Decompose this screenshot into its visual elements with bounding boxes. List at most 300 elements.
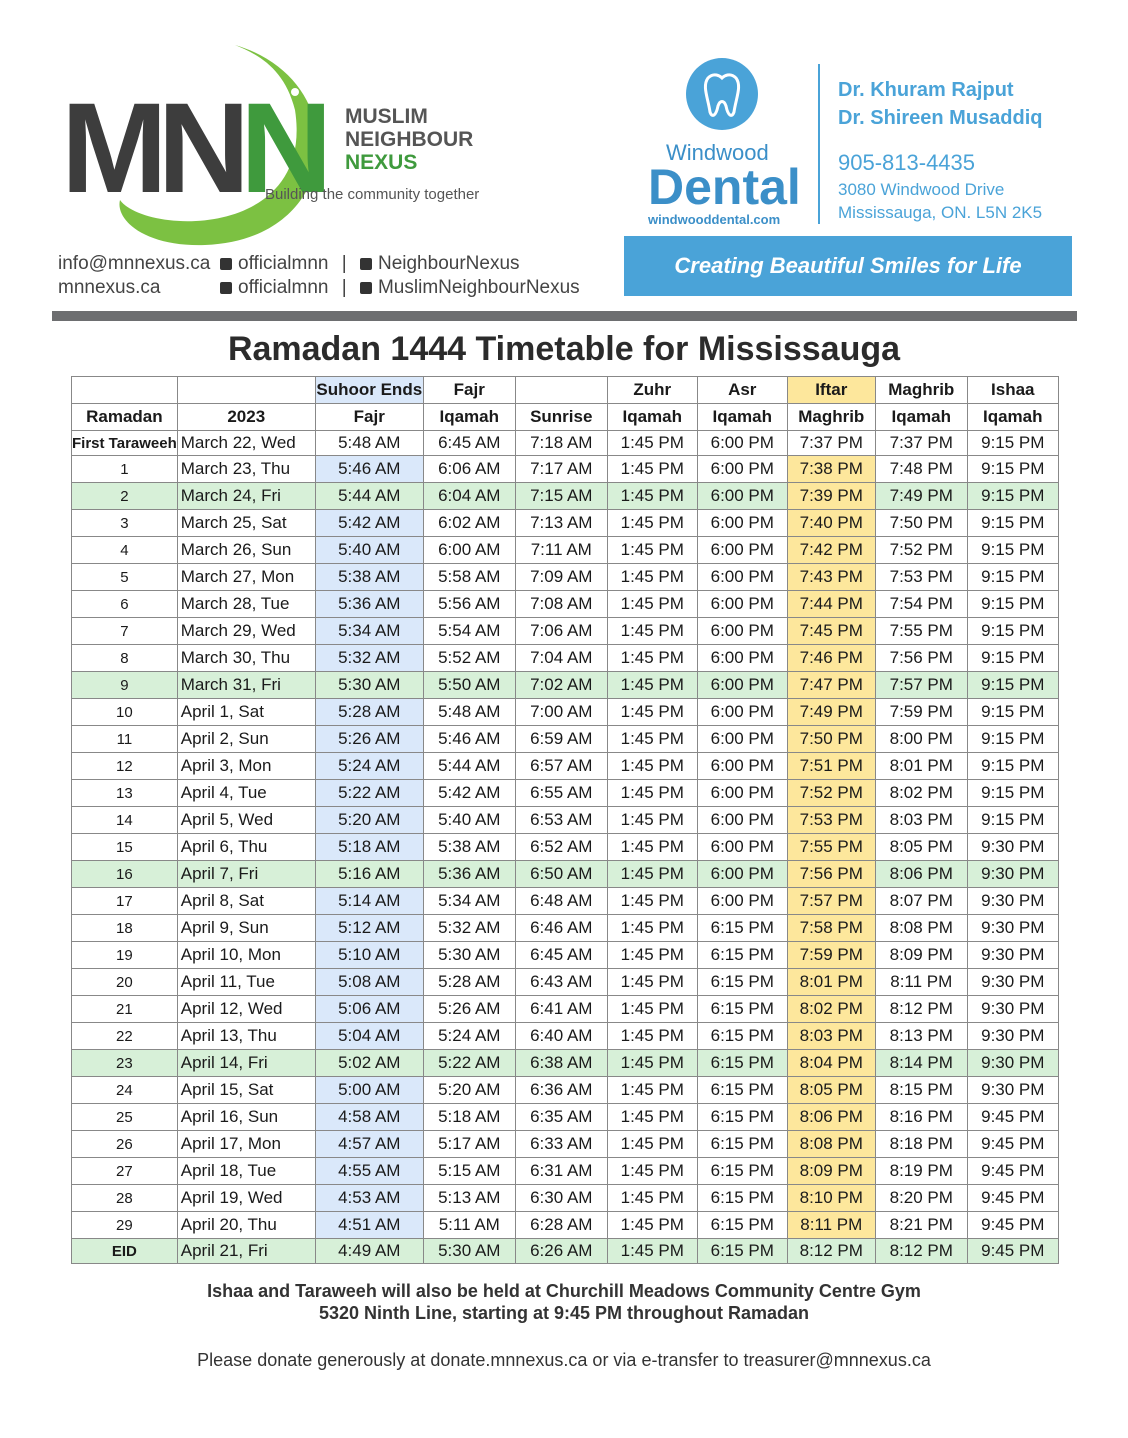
- cell-ramadan-day: 15: [72, 834, 178, 861]
- cell-zuhr-iqamah: 1:45 PM: [607, 1185, 697, 1212]
- table-row: [72, 1239, 1059, 1264]
- cell-maghrib-iqamah: 7:57 PM: [875, 672, 967, 699]
- column-group-header: Asr: [697, 377, 787, 404]
- cell-suhoor-ends: 5:44 AM: [315, 483, 423, 510]
- cell-iftar-maghrib: 7:37 PM: [787, 431, 875, 456]
- cell-asr-iqamah: 6:00 PM: [697, 672, 787, 699]
- column-group-header: Suhoor Ends: [315, 377, 423, 404]
- sponsor-doctors: Dr. Khuram Rajput Dr. Shireen Musaddiq: [838, 79, 1043, 129]
- cell-date: April 9, Sun: [177, 915, 315, 942]
- cell-ishaa-iqamah: 9:30 PM: [967, 1077, 1058, 1104]
- cell-maghrib-iqamah: 8:15 PM: [875, 1077, 967, 1104]
- cell-date: April 3, Mon: [177, 753, 315, 780]
- cell-asr-iqamah: 6:00 PM: [697, 591, 787, 618]
- cell-sunrise: 7:02 AM: [515, 672, 607, 699]
- cell-maghrib-iqamah: 8:21 PM: [875, 1212, 967, 1239]
- youtube-handle[interactable]: MuslimNeighbourNexus: [377, 277, 580, 298]
- taraweeh-note: Ishaa and Taraweeh will also be held at Churchill Meadows Community Centre Gym 5320 Ninth Line, starting at 9:45 PM throughout Ramadan: [207, 1281, 921, 1323]
- cell-ishaa-iqamah: 9:30 PM: [967, 1050, 1058, 1077]
- cell-asr-iqamah: 6:00 PM: [697, 483, 787, 510]
- sponsor-brand-top: Windwood: [666, 140, 769, 165]
- cell-asr-iqamah: 6:15 PM: [697, 1077, 787, 1104]
- cell-date: March 23, Thu: [177, 456, 315, 483]
- cell-asr-iqamah: 6:15 PM: [697, 1158, 787, 1185]
- cell-date: April 12, Wed: [177, 996, 315, 1023]
- facebook-handle[interactable]: officialmnn: [238, 253, 329, 274]
- cell-suhoor-ends: 4:58 AM: [315, 1104, 423, 1131]
- cell-asr-iqamah: 6:15 PM: [697, 1050, 787, 1077]
- cell-asr-iqamah: 6:00 PM: [697, 861, 787, 888]
- cell-date: March 31, Fri: [177, 672, 315, 699]
- cell-iftar-maghrib: 7:38 PM: [787, 456, 875, 483]
- cell-iftar-maghrib: 7:50 PM: [787, 726, 875, 753]
- cell-ramadan-day: 9: [72, 672, 178, 699]
- cell-maghrib-iqamah: 8:02 PM: [875, 780, 967, 807]
- cell-ishaa-iqamah: 9:15 PM: [967, 753, 1058, 780]
- cell-date: March 30, Thu: [177, 645, 315, 672]
- cell-sunrise: 7:13 AM: [515, 510, 607, 537]
- header-divider: [52, 311, 1077, 321]
- cell-ramadan-day: 22: [72, 1023, 178, 1050]
- cell-asr-iqamah: 6:15 PM: [697, 1185, 787, 1212]
- cell-maghrib-iqamah: 8:06 PM: [875, 861, 967, 888]
- cell-ramadan-day: 27: [72, 1158, 178, 1185]
- cell-maghrib-iqamah: 7:55 PM: [875, 618, 967, 645]
- cell-asr-iqamah: 6:00 PM: [697, 753, 787, 780]
- instagram-icon: [220, 282, 232, 294]
- mnn-logo: [55, 40, 485, 255]
- org-tagline: Building the community together: [265, 186, 480, 203]
- cell-sunrise: 7:04 AM: [515, 645, 607, 672]
- cell-sunrise: 6:30 AM: [515, 1185, 607, 1212]
- cell-maghrib-iqamah: 7:52 PM: [875, 537, 967, 564]
- cell-zuhr-iqamah: 1:45 PM: [607, 834, 697, 861]
- cell-ramadan-day: 3: [72, 510, 178, 537]
- cell-ishaa-iqamah: 9:15 PM: [967, 699, 1058, 726]
- cell-zuhr-iqamah: 1:45 PM: [607, 1212, 697, 1239]
- cell-asr-iqamah: 6:15 PM: [697, 1239, 787, 1264]
- cell-fajr-iqamah: 6:02 AM: [423, 510, 515, 537]
- cell-iftar-maghrib: 8:05 PM: [787, 1077, 875, 1104]
- cell-ramadan-day: 24: [72, 1077, 178, 1104]
- twitter-handle[interactable]: NeighbourNexus: [377, 253, 520, 274]
- cell-date: April 14, Fri: [177, 1050, 315, 1077]
- cell-sunrise: 6:31 AM: [515, 1158, 607, 1185]
- cell-zuhr-iqamah: 1:45 PM: [607, 699, 697, 726]
- cell-iftar-maghrib: 7:45 PM: [787, 618, 875, 645]
- cell-ishaa-iqamah: 9:15 PM: [967, 483, 1058, 510]
- cell-fajr-iqamah: 5:46 AM: [423, 726, 515, 753]
- cell-fajr-iqamah: 5:38 AM: [423, 834, 515, 861]
- table-row: [72, 1212, 1059, 1239]
- cell-fajr-iqamah: 5:30 AM: [423, 1239, 515, 1264]
- cell-fajr-iqamah: 5:24 AM: [423, 1023, 515, 1050]
- contact-website[interactable]: mnnexus.ca: [58, 277, 161, 298]
- cell-ramadan-day: First Taraweeh: [72, 431, 178, 456]
- cell-suhoor-ends: 5:42 AM: [315, 510, 423, 537]
- cell-zuhr-iqamah: 1:45 PM: [607, 672, 697, 699]
- cell-date: April 11, Tue: [177, 969, 315, 996]
- column-header-suhoor-ends: Fajr: [315, 404, 423, 431]
- table-header-row-1: [72, 377, 1059, 404]
- cell-ramadan-day: 18: [72, 915, 178, 942]
- cell-fajr-iqamah: 5:11 AM: [423, 1212, 515, 1239]
- cell-date: April 8, Sat: [177, 888, 315, 915]
- cell-zuhr-iqamah: 1:45 PM: [607, 618, 697, 645]
- cell-iftar-maghrib: 7:52 PM: [787, 780, 875, 807]
- cell-ishaa-iqamah: 9:15 PM: [967, 807, 1058, 834]
- page-header: [0, 0, 1128, 330]
- mnn-logo-letters: MNN: [61, 77, 323, 220]
- column-header-fajr-iqamah: Iqamah: [423, 404, 515, 431]
- table-row: [72, 726, 1059, 753]
- cell-asr-iqamah: 6:00 PM: [697, 699, 787, 726]
- cell-sunrise: 7:09 AM: [515, 564, 607, 591]
- contact-email[interactable]: info@mnnexus.ca: [58, 253, 211, 274]
- cell-zuhr-iqamah: 1:45 PM: [607, 1158, 697, 1185]
- cell-ishaa-iqamah: 9:15 PM: [967, 645, 1058, 672]
- cell-sunrise: 6:33 AM: [515, 1131, 607, 1158]
- cell-suhoor-ends: 5:48 AM: [315, 431, 423, 456]
- cell-ramadan-day: 19: [72, 942, 178, 969]
- cell-asr-iqamah: 6:00 PM: [697, 888, 787, 915]
- cell-sunrise: 6:45 AM: [515, 942, 607, 969]
- cell-sunrise: 6:52 AM: [515, 834, 607, 861]
- cell-asr-iqamah: 6:00 PM: [697, 431, 787, 456]
- cell-asr-iqamah: 6:00 PM: [697, 780, 787, 807]
- table-row: [72, 1050, 1059, 1077]
- cell-iftar-maghrib: 8:06 PM: [787, 1104, 875, 1131]
- cell-asr-iqamah: 6:15 PM: [697, 942, 787, 969]
- column-group-header: [177, 377, 315, 404]
- cell-maghrib-iqamah: 8:18 PM: [875, 1131, 967, 1158]
- cell-iftar-maghrib: 8:11 PM: [787, 1212, 875, 1239]
- cell-suhoor-ends: 5:18 AM: [315, 834, 423, 861]
- cell-zuhr-iqamah: 1:45 PM: [607, 726, 697, 753]
- table-row: [72, 1023, 1059, 1050]
- cell-fajr-iqamah: 5:42 AM: [423, 780, 515, 807]
- cell-suhoor-ends: 5:34 AM: [315, 618, 423, 645]
- cell-suhoor-ends: 5:02 AM: [315, 1050, 423, 1077]
- cell-ishaa-iqamah: 9:15 PM: [967, 780, 1058, 807]
- cell-maghrib-iqamah: 8:03 PM: [875, 807, 967, 834]
- cell-iftar-maghrib: 7:51 PM: [787, 753, 875, 780]
- table-row: [72, 645, 1059, 672]
- cell-date: April 10, Mon: [177, 942, 315, 969]
- table-row: [72, 969, 1059, 996]
- cell-maghrib-iqamah: 8:19 PM: [875, 1158, 967, 1185]
- cell-ishaa-iqamah: 9:15 PM: [967, 510, 1058, 537]
- cell-suhoor-ends: 5:24 AM: [315, 753, 423, 780]
- twitter-icon: [360, 258, 372, 270]
- cell-iftar-maghrib: 7:42 PM: [787, 537, 875, 564]
- sponsor-ad: [624, 50, 1072, 298]
- table-body: [72, 431, 1059, 1264]
- table-row: [72, 456, 1059, 483]
- cell-date: April 2, Sun: [177, 726, 315, 753]
- cell-fajr-iqamah: 6:04 AM: [423, 483, 515, 510]
- cell-zuhr-iqamah: 1:45 PM: [607, 1239, 697, 1264]
- table-row: [72, 699, 1059, 726]
- table-row: [72, 1158, 1059, 1185]
- cell-iftar-maghrib: 8:04 PM: [787, 1050, 875, 1077]
- cell-suhoor-ends: 5:30 AM: [315, 672, 423, 699]
- cell-asr-iqamah: 6:00 PM: [697, 807, 787, 834]
- instagram-handle[interactable]: officialmnn: [238, 277, 329, 298]
- cell-sunrise: 6:48 AM: [515, 888, 607, 915]
- cell-ishaa-iqamah: 9:15 PM: [967, 456, 1058, 483]
- table-row: [72, 537, 1059, 564]
- cell-sunrise: 6:53 AM: [515, 807, 607, 834]
- cell-iftar-maghrib: 8:09 PM: [787, 1158, 875, 1185]
- cell-iftar-maghrib: 7:59 PM: [787, 942, 875, 969]
- cell-suhoor-ends: 5:12 AM: [315, 915, 423, 942]
- cell-fajr-iqamah: 5:22 AM: [423, 1050, 515, 1077]
- cell-maghrib-iqamah: 8:11 PM: [875, 969, 967, 996]
- cell-asr-iqamah: 6:15 PM: [697, 1131, 787, 1158]
- cell-zuhr-iqamah: 1:45 PM: [607, 431, 697, 456]
- cell-sunrise: 6:57 AM: [515, 753, 607, 780]
- cell-iftar-maghrib: 8:01 PM: [787, 969, 875, 996]
- sponsor-website[interactable]: windwooddental.com: [648, 212, 781, 227]
- cell-asr-iqamah: 6:00 PM: [697, 510, 787, 537]
- cell-ramadan-day: 6: [72, 591, 178, 618]
- cell-date: April 7, Fri: [177, 861, 315, 888]
- cell-maghrib-iqamah: 8:05 PM: [875, 834, 967, 861]
- cell-sunrise: 7:00 AM: [515, 699, 607, 726]
- cell-fajr-iqamah: 6:00 AM: [423, 537, 515, 564]
- cell-ramadan-day: 12: [72, 753, 178, 780]
- cell-asr-iqamah: 6:15 PM: [697, 1023, 787, 1050]
- cell-ishaa-iqamah: 9:15 PM: [967, 618, 1058, 645]
- cell-fajr-iqamah: 5:18 AM: [423, 1104, 515, 1131]
- cell-sunrise: 7:17 AM: [515, 456, 607, 483]
- cell-fajr-iqamah: 5:52 AM: [423, 645, 515, 672]
- cell-date: April 6, Thu: [177, 834, 315, 861]
- cell-fajr-iqamah: 5:34 AM: [423, 888, 515, 915]
- cell-suhoor-ends: 5:46 AM: [315, 456, 423, 483]
- cell-iftar-maghrib: 7:57 PM: [787, 888, 875, 915]
- cell-zuhr-iqamah: 1:45 PM: [607, 1023, 697, 1050]
- cell-date: March 28, Tue: [177, 591, 315, 618]
- cell-sunrise: 6:41 AM: [515, 996, 607, 1023]
- cell-ramadan-day: 23: [72, 1050, 178, 1077]
- cell-fajr-iqamah: 5:54 AM: [423, 618, 515, 645]
- cell-iftar-maghrib: 7:47 PM: [787, 672, 875, 699]
- cell-iftar-maghrib: 7:53 PM: [787, 807, 875, 834]
- cell-fajr-iqamah: 5:15 AM: [423, 1158, 515, 1185]
- cell-suhoor-ends: 5:00 AM: [315, 1077, 423, 1104]
- cell-fajr-iqamah: 5:26 AM: [423, 996, 515, 1023]
- table-row: [72, 807, 1059, 834]
- cell-ishaa-iqamah: 9:30 PM: [967, 915, 1058, 942]
- cell-zuhr-iqamah: 1:45 PM: [607, 591, 697, 618]
- column-header-asr-iqamah: Iqamah: [697, 404, 787, 431]
- cell-fajr-iqamah: 5:56 AM: [423, 591, 515, 618]
- cell-sunrise: 7:15 AM: [515, 483, 607, 510]
- cell-date: April 17, Mon: [177, 1131, 315, 1158]
- sponsor-address: 3080 Windwood Drive Mississauga, ON. L5N 2K5: [838, 180, 1043, 222]
- cell-asr-iqamah: 6:00 PM: [697, 537, 787, 564]
- column-header-ishaa-iqamah: Iqamah: [967, 404, 1058, 431]
- column-group-header: Ishaa: [967, 377, 1058, 404]
- cell-ramadan-day: 25: [72, 1104, 178, 1131]
- table-row: [72, 915, 1059, 942]
- column-header-sunrise: Sunrise: [515, 404, 607, 431]
- cell-ishaa-iqamah: 9:45 PM: [967, 1104, 1058, 1131]
- cell-suhoor-ends: 5:04 AM: [315, 1023, 423, 1050]
- cell-maghrib-iqamah: 8:16 PM: [875, 1104, 967, 1131]
- cell-ishaa-iqamah: 9:30 PM: [967, 996, 1058, 1023]
- cell-sunrise: 6:43 AM: [515, 969, 607, 996]
- cell-suhoor-ends: 5:26 AM: [315, 726, 423, 753]
- cell-ramadan-day: 26: [72, 1131, 178, 1158]
- cell-suhoor-ends: 5:20 AM: [315, 807, 423, 834]
- cell-fajr-iqamah: 5:58 AM: [423, 564, 515, 591]
- table-row: [72, 942, 1059, 969]
- table-row: [72, 780, 1059, 807]
- cell-iftar-maghrib: 7:56 PM: [787, 861, 875, 888]
- column-group-header: Iftar: [787, 377, 875, 404]
- cell-suhoor-ends: 5:36 AM: [315, 591, 423, 618]
- sponsor-brand: Dental: [648, 159, 801, 215]
- cell-ramadan-day: 7: [72, 618, 178, 645]
- cell-sunrise: 7:06 AM: [515, 618, 607, 645]
- cell-ishaa-iqamah: 9:45 PM: [967, 1239, 1058, 1264]
- cell-zuhr-iqamah: 1:45 PM: [607, 645, 697, 672]
- cell-ramadan-day: 2: [72, 483, 178, 510]
- cell-zuhr-iqamah: 1:45 PM: [607, 537, 697, 564]
- cell-ramadan-day: 17: [72, 888, 178, 915]
- cell-zuhr-iqamah: 1:45 PM: [607, 753, 697, 780]
- cell-sunrise: 6:40 AM: [515, 1023, 607, 1050]
- cell-iftar-maghrib: 8:12 PM: [787, 1239, 875, 1264]
- cell-zuhr-iqamah: 1:45 PM: [607, 807, 697, 834]
- cell-maghrib-iqamah: 8:01 PM: [875, 753, 967, 780]
- cell-ramadan-day: 29: [72, 1212, 178, 1239]
- cell-sunrise: 7:08 AM: [515, 591, 607, 618]
- column-group-header: [515, 377, 607, 404]
- cell-zuhr-iqamah: 1:45 PM: [607, 1131, 697, 1158]
- table-row: [72, 591, 1059, 618]
- cell-date: April 13, Thu: [177, 1023, 315, 1050]
- cell-zuhr-iqamah: 1:45 PM: [607, 780, 697, 807]
- cell-suhoor-ends: 4:49 AM: [315, 1239, 423, 1264]
- cell-maghrib-iqamah: 8:12 PM: [875, 996, 967, 1023]
- cell-date: April 5, Wed: [177, 807, 315, 834]
- cell-suhoor-ends: 4:57 AM: [315, 1131, 423, 1158]
- cell-sunrise: 7:11 AM: [515, 537, 607, 564]
- table-row: [72, 564, 1059, 591]
- sponsor-divider: [818, 64, 820, 224]
- column-header-iftar-maghrib: Maghrib: [787, 404, 875, 431]
- table-row: [72, 510, 1059, 537]
- cell-ishaa-iqamah: 9:30 PM: [967, 888, 1058, 915]
- cell-asr-iqamah: 6:15 PM: [697, 915, 787, 942]
- cell-ishaa-iqamah: 9:45 PM: [967, 1131, 1058, 1158]
- cell-date: March 22, Wed: [177, 431, 315, 456]
- table-row: [72, 618, 1059, 645]
- cell-sunrise: 6:26 AM: [515, 1239, 607, 1264]
- cell-sunrise: 6:59 AM: [515, 726, 607, 753]
- cell-iftar-maghrib: 8:02 PM: [787, 996, 875, 1023]
- cell-sunrise: 6:28 AM: [515, 1212, 607, 1239]
- cell-ramadan-day: 10: [72, 699, 178, 726]
- cell-zuhr-iqamah: 1:45 PM: [607, 1104, 697, 1131]
- cell-ishaa-iqamah: 9:15 PM: [967, 726, 1058, 753]
- table-row: [72, 431, 1059, 456]
- cell-date: April 16, Sun: [177, 1104, 315, 1131]
- cell-asr-iqamah: 6:15 PM: [697, 1104, 787, 1131]
- cell-suhoor-ends: 4:55 AM: [315, 1158, 423, 1185]
- page-title: Ramadan 1444 Timetable for Mississauga: [227, 330, 901, 368]
- cell-asr-iqamah: 6:00 PM: [697, 618, 787, 645]
- cell-ishaa-iqamah: 9:30 PM: [967, 969, 1058, 996]
- cell-ramadan-day: 21: [72, 996, 178, 1023]
- cell-date: April 15, Sat: [177, 1077, 315, 1104]
- cell-date: March 27, Mon: [177, 564, 315, 591]
- cell-zuhr-iqamah: 1:45 PM: [607, 942, 697, 969]
- cell-zuhr-iqamah: 1:45 PM: [607, 1050, 697, 1077]
- cell-ramadan-day: 1: [72, 456, 178, 483]
- cell-asr-iqamah: 6:00 PM: [697, 564, 787, 591]
- cell-fajr-iqamah: 5:17 AM: [423, 1131, 515, 1158]
- cell-fajr-iqamah: 5:20 AM: [423, 1077, 515, 1104]
- cell-zuhr-iqamah: 1:45 PM: [607, 510, 697, 537]
- cell-maghrib-iqamah: 8:08 PM: [875, 915, 967, 942]
- column-group-header: Zuhr: [607, 377, 697, 404]
- cell-iftar-maghrib: 7:46 PM: [787, 645, 875, 672]
- cell-zuhr-iqamah: 1:45 PM: [607, 456, 697, 483]
- cell-ramadan-day: 28: [72, 1185, 178, 1212]
- cell-iftar-maghrib: 7:43 PM: [787, 564, 875, 591]
- cell-date: March 29, Wed: [177, 618, 315, 645]
- table-row: [72, 672, 1059, 699]
- cell-date: April 1, Sat: [177, 699, 315, 726]
- facebook-icon: [220, 258, 232, 270]
- cell-ishaa-iqamah: 9:15 PM: [967, 591, 1058, 618]
- sponsor-phone: 905-813-4435: [838, 150, 976, 175]
- cell-zuhr-iqamah: 1:45 PM: [607, 861, 697, 888]
- cell-iftar-maghrib: 8:03 PM: [787, 1023, 875, 1050]
- cell-sunrise: 6:55 AM: [515, 780, 607, 807]
- cell-suhoor-ends: 5:10 AM: [315, 942, 423, 969]
- cell-sunrise: 6:38 AM: [515, 1050, 607, 1077]
- org-name: MUSLIM NEIGHBOUR NEXUS: [345, 105, 474, 174]
- cell-fajr-iqamah: 5:32 AM: [423, 915, 515, 942]
- column-header-zuhr-iqamah: Iqamah: [607, 404, 697, 431]
- cell-ramadan-day: EID: [72, 1239, 178, 1264]
- cell-fajr-iqamah: 5:28 AM: [423, 969, 515, 996]
- cell-ramadan-day: 4: [72, 537, 178, 564]
- cell-suhoor-ends: 5:28 AM: [315, 699, 423, 726]
- cell-zuhr-iqamah: 1:45 PM: [607, 969, 697, 996]
- cell-ramadan-day: 11: [72, 726, 178, 753]
- cell-maghrib-iqamah: 7:50 PM: [875, 510, 967, 537]
- cell-date: April 18, Tue: [177, 1158, 315, 1185]
- cell-sunrise: 6:36 AM: [515, 1077, 607, 1104]
- cell-asr-iqamah: 6:15 PM: [697, 1212, 787, 1239]
- cell-zuhr-iqamah: 1:45 PM: [607, 483, 697, 510]
- cell-iftar-maghrib: 8:08 PM: [787, 1131, 875, 1158]
- cell-date: April 4, Tue: [177, 780, 315, 807]
- cell-maghrib-iqamah: 7:49 PM: [875, 483, 967, 510]
- cell-asr-iqamah: 6:15 PM: [697, 969, 787, 996]
- cell-suhoor-ends: 4:53 AM: [315, 1185, 423, 1212]
- cell-suhoor-ends: 5:22 AM: [315, 780, 423, 807]
- table-row: [72, 861, 1059, 888]
- table-row: [72, 834, 1059, 861]
